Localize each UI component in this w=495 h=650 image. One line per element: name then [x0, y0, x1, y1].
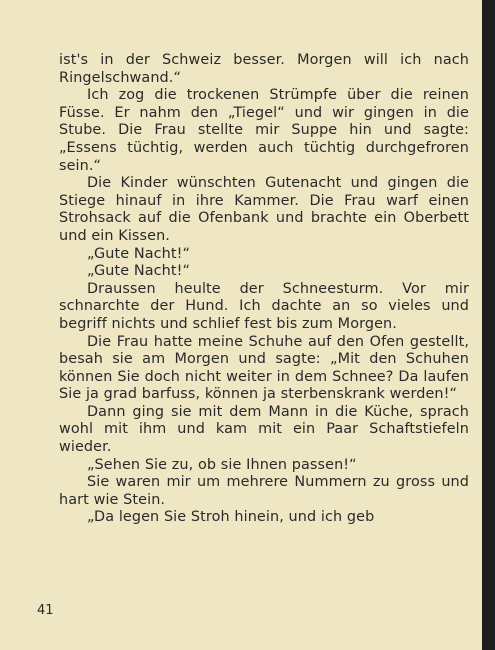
paragraph: Sie waren mir um mehrere Nummern zu gross und hart wie Stein.: [59, 474, 469, 508]
paragraph: ist's in der Schweiz besser. Morgen will ich nach Ringelschwand.“: [59, 52, 469, 86]
paragraph: Ich zog die trockenen Strümpfe über die reinen Füsse. Er nahm den „Tiegel“ und wir gingen in die Stube. Die Frau stellte mir Suppe hin und sagte: „Essens tüchtig, werden auch tüchtig durchgefroren sein.“: [59, 87, 469, 174]
paragraph: Die Frau hatte meine Schuhe auf den Ofen gestellt, besah sie am Morgen und sagte: „Mit den Schuhen können Sie doch nicht weiter in dem Schnee? Da laufen Sie ja grad barfuss, können ja sterbenskrank werden!“: [59, 333, 469, 403]
page-number: 41: [37, 603, 54, 618]
paragraph: „Da legen Sie Stroh hinein, und ich geb: [87, 509, 375, 526]
body-text: [59, 52, 469, 527]
paragraph: „Sehen Sie zu, ob sie Ihnen passen!“: [87, 456, 357, 473]
book-spine-edge: [482, 0, 495, 650]
paragraph: „Gute Nacht!“: [87, 245, 191, 262]
paragraph: „Gute Nacht!“: [87, 263, 191, 280]
paragraph: Dann ging sie mit dem Mann in die Küche, sprach wohl mit ihm und kam mit ein Paar Schaftstiefeln wieder.: [59, 403, 469, 456]
paragraph: Die Kinder wünschten Gutenacht und gingen die Stiege hinauf in ihre Kammer. Die Frau warf einen Strohsack auf die Ofenbank und brachte ein Oberbett und ein Kissen.: [59, 175, 469, 244]
paragraph: Draussen heulte der Schneesturm. Vor mir schnarchte der Hund. Ich dachte an so vieles und begriff nichts und schlief fest bis zum Morgen.: [59, 280, 469, 332]
